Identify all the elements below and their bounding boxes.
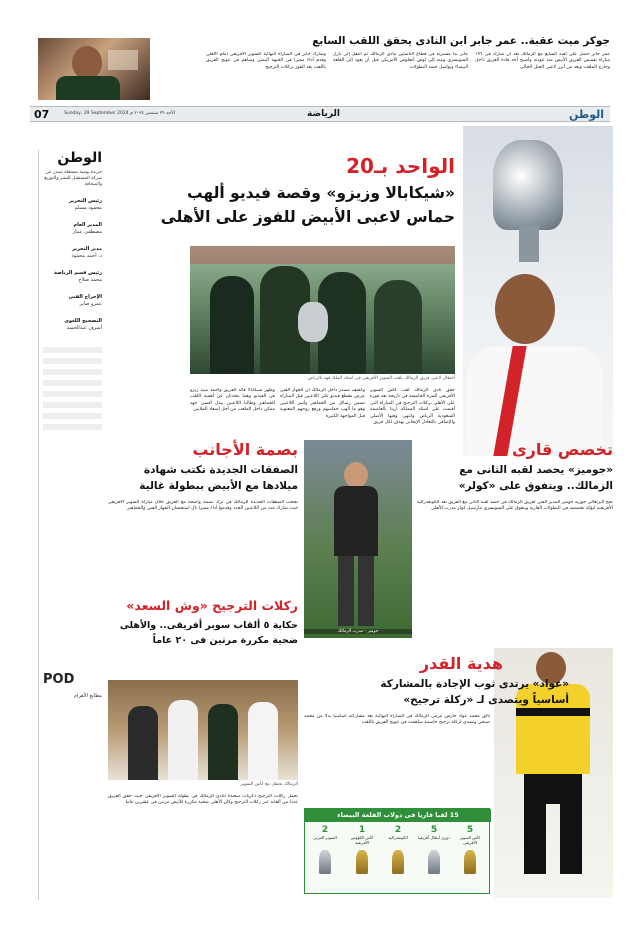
team-celebration-photo [190,246,455,374]
masthead-entry: مدير التحرير د. أحمد محمود [71,246,102,259]
trophy-box-title: 15 لقبا قاريا فى دولاب القلعة البيضاء [305,809,491,822]
trophy-item: 5 دورى أبطال أفريقيا [417,825,451,893]
gomez-body: نجح البرتغالى جوزيه جوميز المدير الفنى لفريق الزمالك فى حصد لقبه الثانى مع الفريق بعد الكونفدرالية الأفريقية ليؤكد تخصصه فى البطولات القارية ويتفوق على السويسرى مارسيل كولر مدرب الأهلى [417,500,613,512]
penalties-photo-caption: الزمالك يحتفل مع كأس السوبر [240,782,298,787]
team-photo-caption: احتفال لاعبى فريق الزمالك بلقب السوبر الأفريقى فى استاد الملك فهد بالرياض [307,376,455,381]
trophy-icon [392,850,404,874]
post-logo: POD [43,672,75,687]
awad-kicker: هدية القدر [419,654,503,673]
penalties-headline-line1: حكاية ٥ ألقاب سوبر أفريقى.. والأهلى [119,620,298,631]
foreigners-kicker: بصمة الأجانب [192,440,298,459]
top-col-3: وشارك جابر فى المباراة النهائية للسوبر الأفريقى أمام الأهلى وقدم أداء مميزا فى الجبهة اليمنى وساهم فى تتويج الفريق باللقب بعد الفوز بركلات الترجيح [206,52,326,70]
hero-player-photo [463,126,613,456]
masthead-entry: التصحيح اللغوى أشرف عبدالحميد [64,318,102,331]
trophy-icon [428,850,440,874]
awad-headline-line2: أساسياً ويتصدى لـ «ركلة ترجيح» [403,694,569,706]
main-kicker: الواحد بـ20 [346,154,455,178]
top-headline: جوكر ميت عقبة.. عمر جابر ابن النادى يحقق اللقب السابع [312,35,610,47]
awad-headline-line1: «عواد» يرتدى ثوب الإجادة بالمشاركة [380,678,569,690]
main-headline-line1: «شيكابالا وزيزو» وقصة فيديو ألهب [186,184,455,202]
masthead-tagline: جريدة يومية مستقلة تصدر عن شركة المستقبل للنشر والتوزيع والصحافة [44,170,102,187]
trophy-item: 2 الكونفدرالية [381,825,415,893]
bar-date: Sunday, 29 September 2024 الأحد ٢٩ سبتمبر ٢٠٢٤ م [64,111,175,116]
gomez-photo-caption: جوميز - مدرب الزمالك [304,629,412,634]
gomez-photo [304,440,412,638]
masthead-column [38,150,102,900]
trophy-icon [319,850,331,874]
masthead-entry: المدير العام مصطفى عمار [72,222,102,235]
trophy-item: 5 كأس السوبر الأفريقى [453,825,487,893]
masthead-entry: الإخراج الفنى عمرو صابر [68,294,102,307]
foreigners-story [108,440,298,590]
bar-page-number: 07 [34,108,50,121]
trophy-icon [464,850,476,874]
main-body-c: وظهر شيكابالا قائد الفريق وأحمد سيد زيزو فى الفيديو وهما يتحدثان عن أهمية اللقب للجماهير وطالبا اللاعبين ببذل أقصى جهد ممكن داخل الملعب من أجل إسعاد الملايين [190,388,275,413]
awad-story [304,648,613,898]
top-player-photo [38,38,150,100]
masthead-printer: مطابع الأهرام [73,693,102,699]
foreigners-headline-line2: ميلادها مع الأبيض ببطولة غالية [139,480,298,492]
penalties-headline-line2: ضحية مكررة مرتين فى ٢٠ عاماً [152,635,298,646]
main-body-b: وكشف مصدر داخل الزمالك أن الجهاز الفنى عرض مقطع فيديو على اللاعبين قبل المباراة تضمن رسائل من الجماهير وأسر اللاعبين وهو ما ألهب حماسهم ورفع روحهم المعنوية قبل المواجهة الكبيرة [280,388,365,419]
trophy-box [304,808,490,894]
gomez-kicker: تخصص قارى [511,440,613,459]
top-col-1: عمر جابر حصل على لقبه السابع مع الزمالك بعد أن شارك فى ١٩٦ مباراة بقميص الفريق الأبيض منذ عودته وأصبح أحد قادة الفريق داخل وخارج الملعب ويعد من أبرز لاعبى الجيل الحالى [475,52,610,70]
main-body-a: حقق نادى الزمالك لقب كأس السوبر الأفريقى للمرة الخامسة فى تاريخه بعد فوزه على الأهلى بركلات الترجيح فى المباراة التى أقيمت على استاد المملكة أرينا بالعاصمة السعودية الرياض وانتهى وقتها الأصلى والإضافى بالتعادل الإيجابى بهدف لكل فريق [370,388,455,426]
top-strip [0,0,640,106]
top-col-2: جابر بدأ مسيرته فى قطاع الناشئين بنادى الزمالك ثم انتقل إلى بازل السويسرى ومنه إلى لوس أنجلوس الأمريكى قبل أن يعود إلى القلعة البيضاء ويواصل حصد البطولات [333,52,468,70]
masthead-entry: رئيس التحرير محمود مسلم [69,198,102,211]
masthead-filler [43,342,102,642]
awad-body: تألق محمد عواد حارس مرمى الزمالك فى المباراة النهائية بعد مشاركته أساسيا بدلا من محمد صبحى وتصدى لركلة ترجيح حاسمة ساهمت فى تتويج الفريق باللقب [304,714,490,726]
penalties-body: تحمل ركلات الترجيح ذكريات سعيدة لنادى الزمالك فى بطولة السوبر الأفريقى حيث حقق الفريق عددا من ألقابه عبر ركلات الترجيح وكان الأهلى ضحية مكررة للأبيض مرتين فى عشرين عاما [108,794,298,806]
section-bar [30,106,610,122]
bar-logo: الوطن [568,108,604,121]
gomez-headline-line1: «جوميز» يحصد لقبه الثانى مع [459,464,613,476]
trophy-icon [356,850,368,874]
foreigners-body: نجحت الصفقات الجديدة للزمالك فى ترك بصمة واضحة مع الفريق خلال مباراة السوبر الأفريقى حيث شارك عدد من اللاعبين الجدد وقدموا أداء مميزا نال استحسان الجهاز الفنى والجماهير [108,500,298,512]
masthead-logo: الوطن [57,150,102,166]
trophy-item: 1 كأس الكؤوس الأفريقية [345,825,379,893]
penalties-story [108,598,298,898]
penalties-kicker: ركلات الترجيح «وش السعد» [126,598,298,613]
trophy-item: 2 السوبر العربى [307,825,343,893]
trophy-illustration [493,140,563,230]
main-headline-line2: حماس لاعبى الأبيض للفوز على الأهلى [160,208,455,226]
masthead-entry: رئيس قسم الرياضة محمد صلاح [54,270,102,283]
penalties-photo [108,680,298,780]
main-story [108,126,613,456]
gomez-story [304,440,613,640]
bar-section: الرياضة [307,109,340,119]
foreigners-headline-line1: الصفقات الجديدة تكتب شهادة [143,464,298,476]
gomez-headline-line2: الزمالك.. ويتفوق على «كولر» [458,480,613,492]
